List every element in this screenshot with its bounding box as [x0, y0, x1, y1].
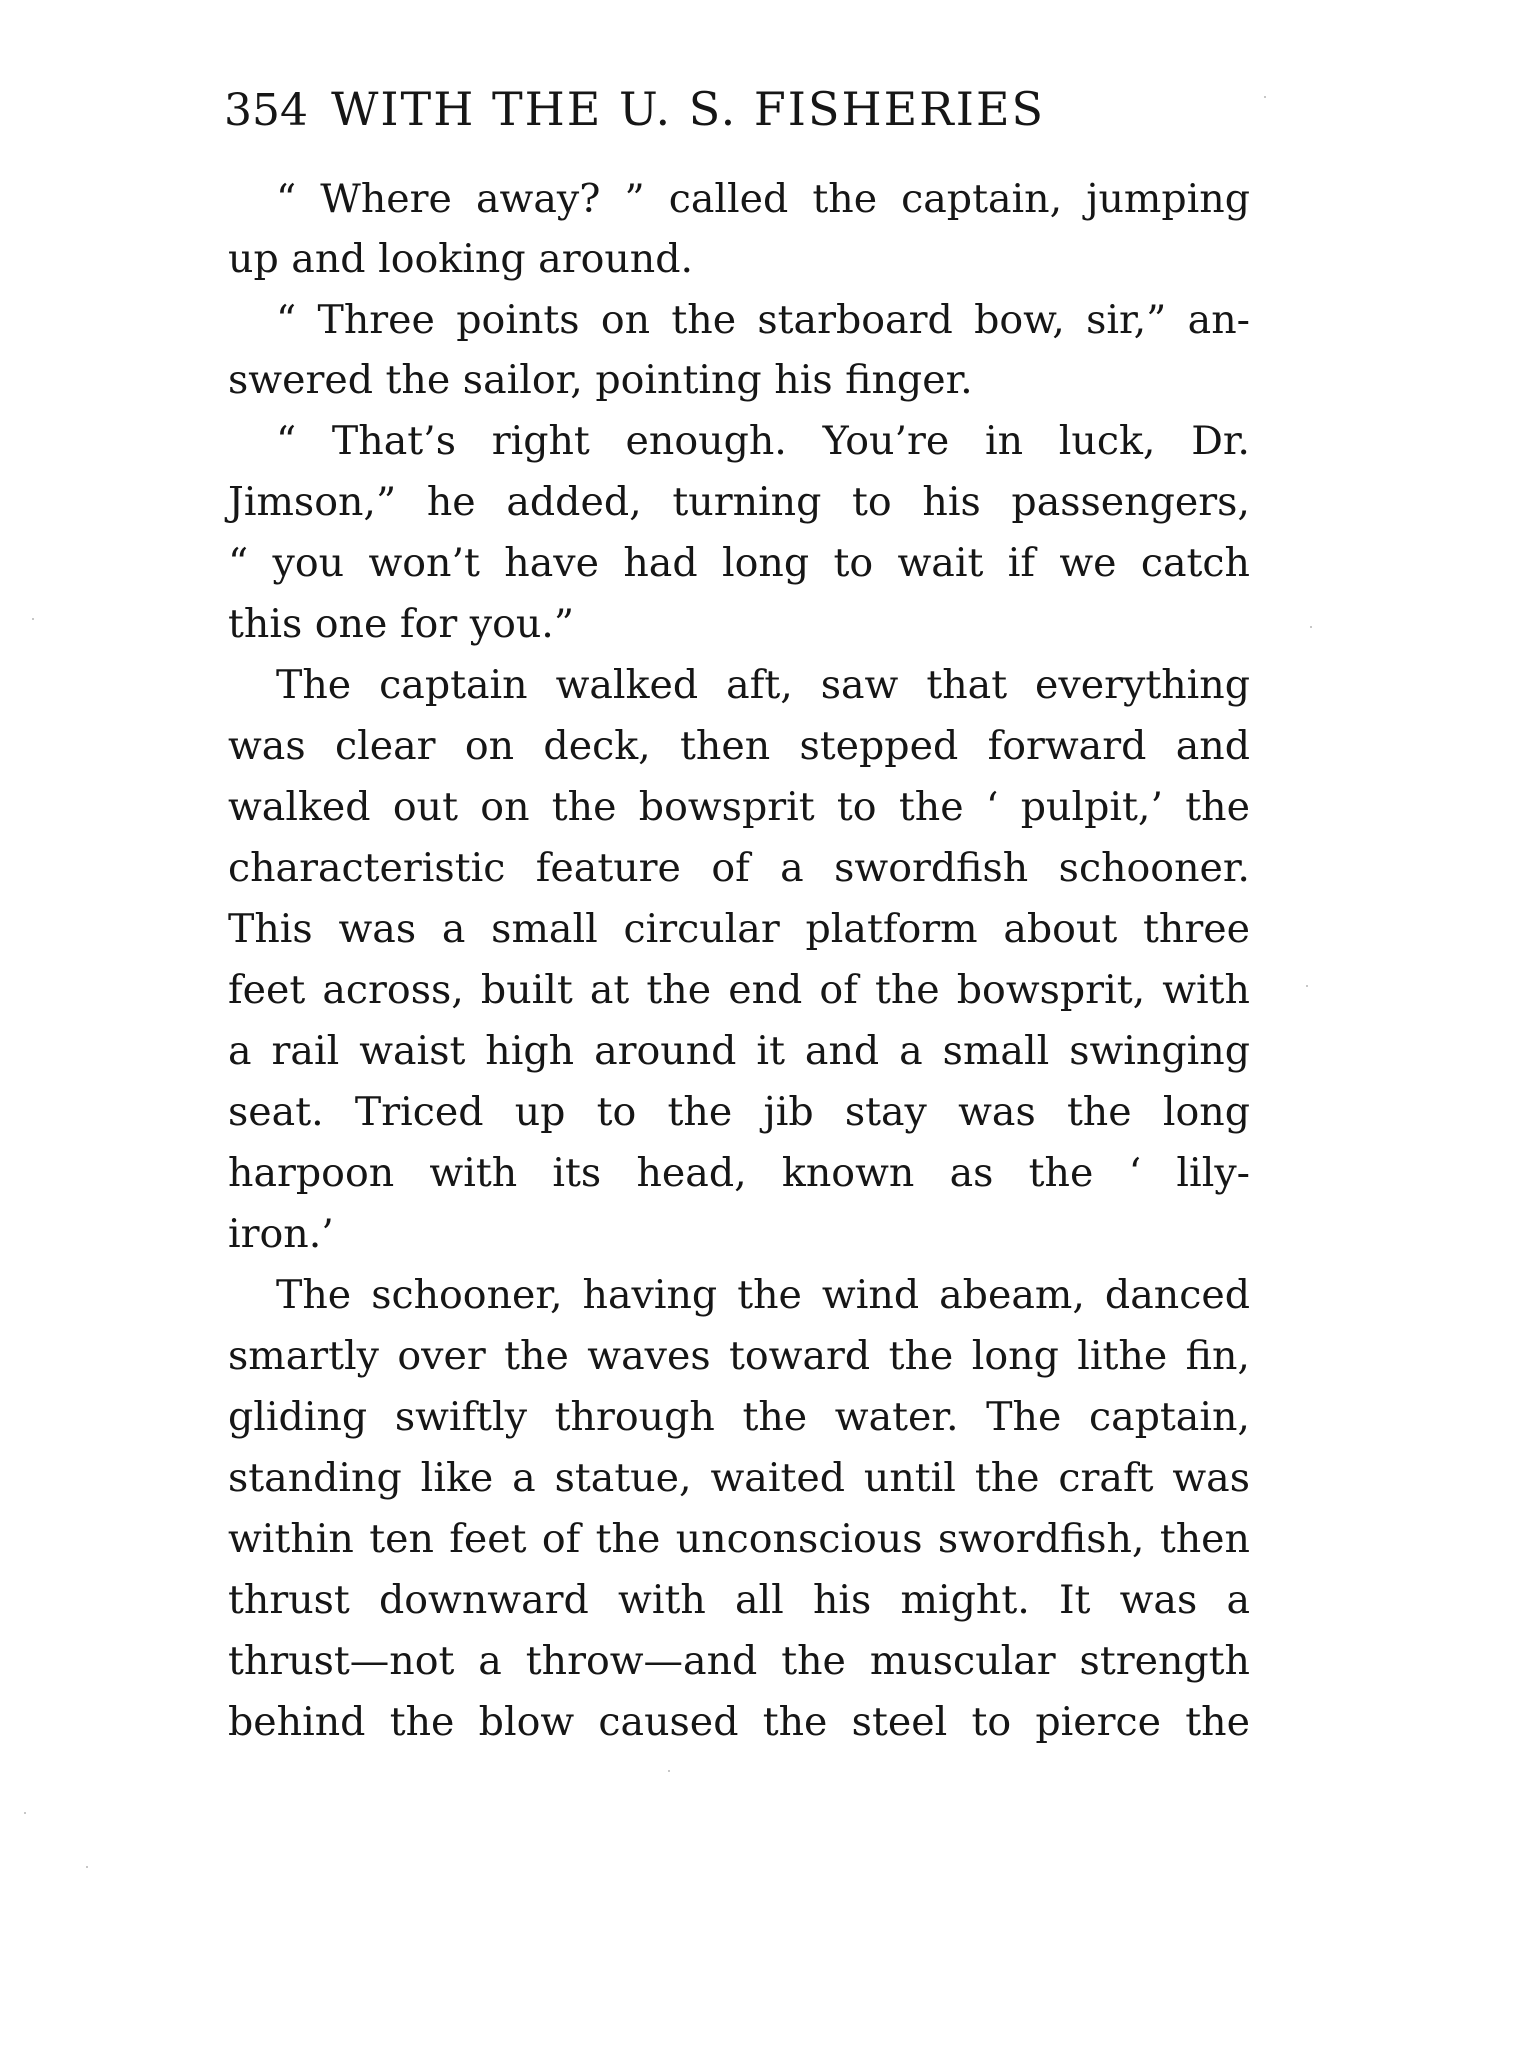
text-line: behind the blow caused the steel to pierce the: [228, 1699, 1250, 1745]
text-line: The schooner, having the wind abeam, danced: [276, 1272, 1250, 1318]
text-line: characteristic feature of a swordfish schooner.: [228, 845, 1250, 891]
text-line: swered the sailor, pointing his finger.: [228, 357, 973, 403]
running-title: WITH THE U. S. FISHERIES: [331, 82, 1046, 136]
text-line: this one for you.”: [228, 601, 575, 647]
page-header: [224, 82, 1254, 146]
scan-speck: [1264, 96, 1266, 98]
scan-speck: [1306, 985, 1308, 987]
scan-speck: [86, 1866, 88, 1868]
text-line: feet across, built at the end of the bowsprit, with: [228, 967, 1250, 1013]
text-line: walked out on the bowsprit to the ‘ pulpit,’ the: [228, 784, 1250, 830]
page-number: 354: [224, 85, 308, 136]
text-line: The captain walked aft, saw that everything: [276, 662, 1250, 708]
text-line: “ Three points on the starboard bow, sir,” an-: [276, 297, 1250, 343]
text-line: up and looking around.: [228, 236, 694, 282]
text-line: harpoon with its head, known as the ‘ lily-: [228, 1150, 1250, 1196]
text-line: a rail waist high around it and a small swinging: [228, 1028, 1250, 1074]
text-line: standing like a statue, waited until the craft was: [228, 1455, 1250, 1501]
text-line: Jimson,” he added, turning to his passengers,: [228, 479, 1250, 525]
text-line: “ Where away? ” called the captain, jumping: [276, 176, 1250, 222]
text-line: gliding swiftly through the water. The captain,: [228, 1394, 1250, 1440]
text-line: This was a small circular platform about three: [228, 906, 1250, 952]
text-line: iron.’: [228, 1211, 334, 1257]
text-line: seat. Triced up to the jib stay was the long: [228, 1089, 1250, 1135]
text-line: was clear on deck, then stepped forward and: [228, 723, 1250, 769]
scan-speck: [1310, 626, 1312, 628]
scan-speck: [24, 1812, 26, 1814]
scan-speck: [668, 1770, 670, 1772]
text-line: smartly over the waves toward the long lithe fin,: [228, 1333, 1250, 1379]
scan-speck: [32, 618, 34, 620]
text-line: “ you won’t have had long to wait if we catch: [228, 540, 1250, 586]
text-line: thrust downward with all his might. It was a: [228, 1577, 1250, 1623]
text-line: within ten feet of the unconscious swordfish, then: [228, 1516, 1250, 1562]
text-line: thrust—not a throw—and the muscular strength: [228, 1638, 1250, 1684]
text-line: “ That’s right enough. You’re in luck, Dr.: [276, 418, 1250, 464]
